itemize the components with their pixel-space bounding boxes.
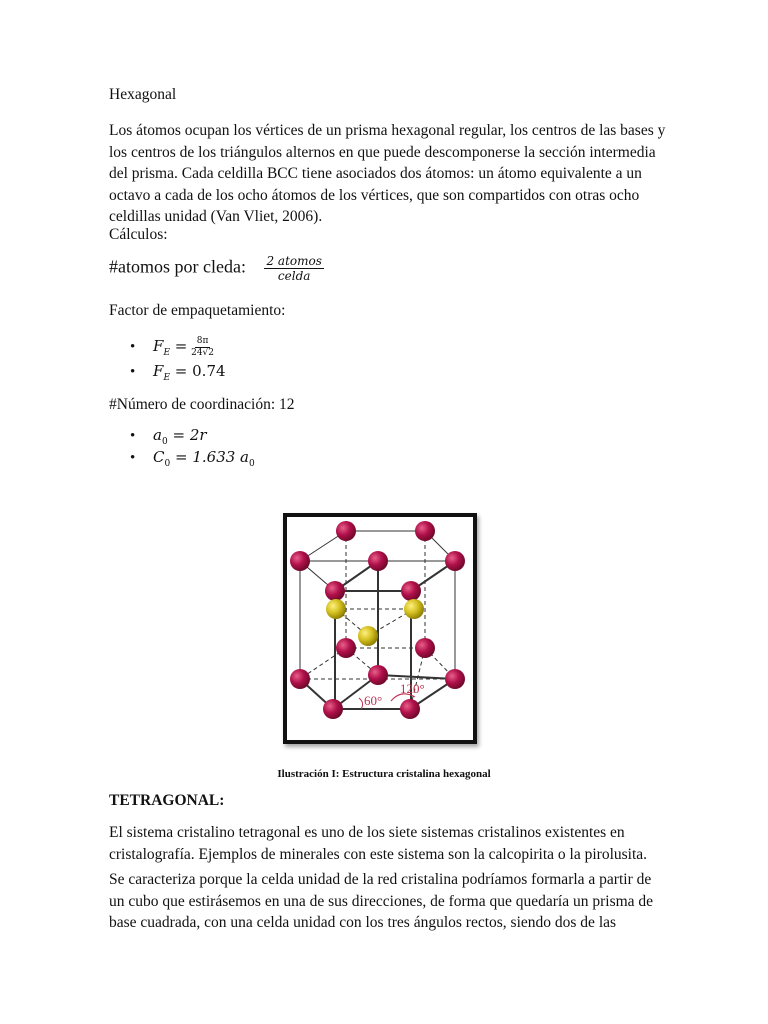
- packing-formula-2: • $F_E = 0.74$: [130, 362, 226, 383]
- tetragonal-paragraph-1: El sistema cristalino tetragonal es uno de los siete sistemas cristalinos existentes en cristalografía. Ejemplos de minerales con este sistema son la calcopirita o la pirolusita.: [109, 824, 648, 863]
- tetragonal-heading: TETRAGONAL:: [109, 792, 225, 809]
- angle-60-label: 60°: [364, 693, 383, 708]
- denominator: celda: [277, 269, 311, 283]
- lattice-formula-2: • $C_0 = 1.633$ $a_0$: [130, 448, 255, 469]
- figure-caption: Ilustración I: Estructura cristalina hexagonal: [277, 768, 491, 780]
- fe-symbol: $F_E$ =: [153, 336, 188, 358]
- numerator: 2 atomos: [266, 254, 322, 268]
- coordination-number: #Número de coordinación: 12: [109, 396, 295, 413]
- packing-factor-label: Factor de empaquetamiento:: [109, 302, 286, 319]
- section-title: Hexagonal: [109, 86, 177, 103]
- tetragonal-paragraph-2: Se caracteriza porque la celda unidad de la red cristalina podríamos formarla a partir de un cubo que estirásemos en una de sus direcciones, de forma que quedaría un prisma de base cuadrada, con una celda unidad con los tres ángulos rectos, siendo dos de las: [109, 871, 654, 931]
- atoms-per-cell-fraction: [264, 254, 323, 283]
- intro-paragraph: Los átomos ocupan los vértices de un prisma hexagonal regular, los centros de las bases y los centros de los triángulos alternos en que puede descomponerse la sección intermedia del prisma. Cada celdilla BCC tiene asociados dos átomos: un átomo equivalente a un octavo a cada de los ocho átomos de los vértices, que son compartidos con otras ocho celdillas unidad (Van Vliet, 2006).: [109, 122, 666, 225]
- atoms-per-cell: [109, 254, 669, 283]
- angle-120-label: 120°: [400, 681, 425, 696]
- lattice-formula-1: • $a_0 = 2r$: [130, 426, 207, 447]
- calculos-label: Cálculos:: [109, 226, 168, 243]
- atoms-per-cell-label: #atomos por cleda:: [109, 256, 246, 277]
- hcp-diagram: [283, 513, 477, 744]
- packing-formula-1: • $F_E$ = $\frac{8\pi}{24√2}$: [130, 336, 215, 358]
- hexagonal-structure-figure: [283, 513, 477, 744]
- fe-fraction: $\frac{8\pi}{24√2}$: [191, 336, 215, 358]
